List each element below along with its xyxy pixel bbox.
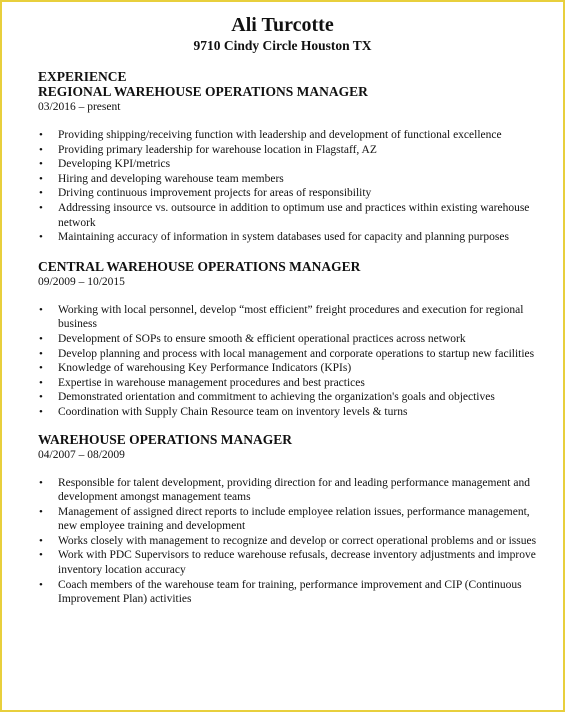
- job-dates: 09/2009 – 10/2015: [38, 275, 125, 288]
- duty-text: Responsible for talent development, providing direction for and leading performance management and development amongst management teams: [58, 476, 530, 504]
- resume-header: [2, 2, 563, 54]
- bullet-icon: •: [39, 172, 43, 185]
- job-dates: 03/2016 – present: [38, 101, 121, 113]
- job-title: WAREHOUSE OPERATIONS MANAGER: [38, 431, 293, 447]
- duty-text: Addressing insource vs. outsource in addition to optimum use and practices within existing warehouse network: [58, 201, 530, 229]
- duty-item: [38, 157, 539, 172]
- job-title: CENTRAL WAREHOUSE OPERATIONS MANAGER: [38, 258, 361, 274]
- duty-text: Work with PDC Supervisors to reduce warehouse refusals, decrease inventory adjustments and improve inventory location accuracy: [58, 549, 536, 577]
- duty-text: Develop planning and process with local management and corporate operations to startup new facilities: [58, 347, 535, 360]
- duty-item: [38, 578, 539, 607]
- duty-item: [38, 376, 539, 391]
- duty-text: Hiring and developing warehouse team members: [58, 172, 284, 185]
- candidate-name: Ali Turcotte: [231, 14, 334, 36]
- bullet-icon: •: [39, 129, 43, 141]
- duty-text: Knowledge of warehousing Key Performance Indicators (KPIs): [58, 362, 352, 375]
- duty-item: [38, 186, 539, 201]
- duty-text: Coach members of the warehouse team for training, performance improvement and CIP (Continuous Improvement Plan) activities: [58, 578, 522, 606]
- job-entry: [38, 84, 539, 245]
- job-duties-list: [38, 476, 539, 607]
- bullet-icon: •: [39, 201, 43, 214]
- bullet-icon: •: [39, 303, 43, 316]
- duty-text: Management of assigned direct reports to include employee relation issues, performance management, new employee training and development: [58, 505, 530, 533]
- duty-text: Demonstrated orientation and commitment to achieving the organization's goals and objectives: [58, 391, 495, 404]
- bullet-icon: •: [39, 505, 43, 518]
- section-heading-experience: EXPERIENCE: [38, 69, 127, 84]
- bullet-icon: •: [39, 476, 43, 489]
- bullet-icon: •: [39, 332, 43, 345]
- duty-text: Maintaining accuracy of information in system databases used for capacity and planning purposes: [58, 231, 509, 244]
- duty-item: [38, 361, 539, 376]
- duty-text: Development of SOPs to ensure smooth & efficient operational practices across network: [58, 332, 466, 345]
- duty-text: Driving continuous improvement projects for areas of responsibility: [58, 187, 372, 200]
- bullet-icon: •: [39, 231, 43, 244]
- duty-item: [38, 405, 539, 420]
- duty-item: [38, 347, 539, 362]
- duty-item: [38, 143, 539, 158]
- duty-item: [38, 230, 539, 245]
- duty-item: [38, 172, 539, 187]
- duty-text: Providing primary leadership for warehouse location in Flagstaff, AZ: [58, 143, 377, 156]
- bullet-icon: •: [39, 391, 43, 404]
- job-title: REGIONAL WAREHOUSE OPERATIONS MANAGER: [38, 84, 368, 99]
- bullet-icon: •: [39, 158, 43, 171]
- bullet-icon: •: [39, 362, 43, 375]
- job-entry: [38, 432, 539, 607]
- bullet-icon: •: [39, 347, 43, 360]
- duty-item: [38, 548, 539, 577]
- job-dates: 04/2007 – 08/2009: [38, 448, 125, 461]
- duty-text: Expertise in warehouse management procedures and best practices: [58, 376, 365, 389]
- job-duties-list: [38, 128, 539, 245]
- bullet-icon: •: [39, 187, 43, 200]
- job-entry: [38, 259, 539, 420]
- duty-item: [38, 128, 539, 143]
- duty-text: Working with local personnel, develop “most efficient” freight procedures and execution for regional business: [58, 303, 524, 331]
- duty-item: [38, 534, 539, 549]
- duty-item: [38, 476, 539, 505]
- duty-item: [38, 303, 539, 332]
- bullet-icon: •: [39, 143, 43, 156]
- duty-text: Providing shipping/receiving function with leadership and development of functional excellence: [58, 129, 502, 141]
- bullet-icon: •: [39, 578, 43, 591]
- duty-text: Coordination with Supply Chain Resource team on inventory levels & turns: [58, 405, 408, 418]
- duty-text: Developing KPI/metrics: [58, 158, 171, 171]
- duty-item: [38, 201, 539, 230]
- candidate-address: 9710 Cindy Circle Houston TX: [193, 38, 372, 53]
- bullet-icon: •: [39, 549, 43, 562]
- experience-section: [38, 70, 539, 621]
- duty-text: Works closely with management to recognize and develop or correct operational problems and or issues: [58, 534, 537, 547]
- bullet-icon: •: [39, 405, 43, 418]
- job-duties-list: [38, 303, 539, 420]
- duty-item: [38, 332, 539, 347]
- duty-item: [38, 505, 539, 534]
- duty-item: [38, 390, 539, 405]
- bullet-icon: •: [39, 376, 43, 389]
- bullet-icon: •: [39, 534, 43, 547]
